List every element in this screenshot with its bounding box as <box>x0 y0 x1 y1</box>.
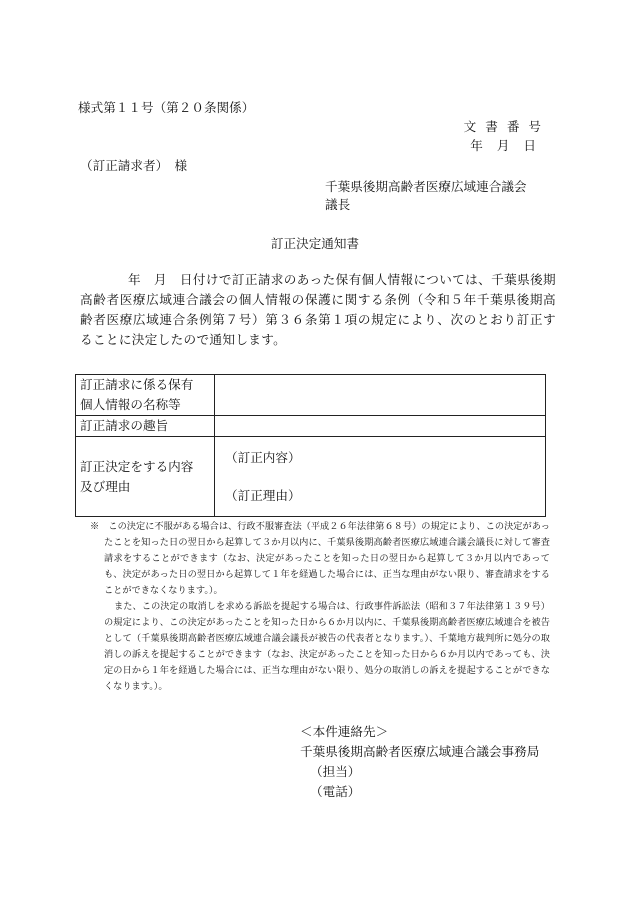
contact-staff: （担当） <box>310 764 361 779</box>
decision-table <box>75 374 546 517</box>
correction-content-label: （訂正内容） <box>225 449 301 465</box>
contact-block <box>300 722 539 802</box>
table-row <box>76 375 546 416</box>
contact-heading: ＜本件連絡先＞ <box>300 724 389 739</box>
table-label-line: 訂正決定をする内容 <box>80 458 194 474</box>
note-lawsuit: また、この決定の取消しを求める訴訟を提起する場合は、行政事件訴訟法（昭和３７年法律第１３９号）の規定により、この決定があったことを知った日から６か月以内に、千葉県後期高齢者医療広域連合を被告として（千葉県後期高齢者医療広域連合議会議長が被告の代表者となります。）、千葉地方裁判所に処分の取消しの訴えを提起することができます（なお、決定があったことを知った日から６か月以内であっても、決定の日から１年を経過した場合には、正当な理由がない限り、処分の取消しの訴えを提起することができなくなります。）。 <box>104 601 550 692</box>
table-value <box>215 375 546 416</box>
table-label-line: 個人情報の名称等 <box>80 397 181 412</box>
issuer-title: 議長 <box>325 197 351 212</box>
table-value <box>215 416 546 437</box>
table-label: 訂正請求の趣旨 <box>76 416 215 437</box>
table-row <box>76 416 546 437</box>
document-number: 文書番号 <box>463 119 550 134</box>
document-title: 訂正決定通知書 <box>270 236 360 251</box>
table-label-line: 及び理由 <box>80 478 131 494</box>
notes <box>90 519 550 695</box>
note-appeal: ※ この決定に不服がある場合は、行政不服審査法（平成２６年法律第６８号）の規定により、この決定があったことを知った日の翌日から起算して３か月以内に、千葉県後期高齢者医療広域連合議会議長に対して審査請求をすることができます（なお、決定があったことを知った日の翌日から起算して３か月以内であっても、決定があった日の翌日から起算して１年を経過した場合には、正当な理由がない限り、審査請求をすることができなくなります。）。 <box>90 521 550 596</box>
form-number: 様式第１１号（第２０条関係） <box>78 100 255 115</box>
table-value <box>215 437 546 517</box>
document-date: 年月日 <box>470 138 550 153</box>
table-row <box>76 437 546 517</box>
issuer-organization: 千葉県後期高齢者医療広域連合議会 <box>325 179 527 194</box>
contact-phone: （電話） <box>310 784 361 799</box>
table-label-line: 訂正請求に係る保有 <box>80 377 194 392</box>
table-label <box>76 437 215 517</box>
correction-reason-label: （訂正理由） <box>225 487 301 503</box>
recipient: （訂正請求者） 様 <box>80 158 188 173</box>
contact-organization: 千葉県後期高齢者医療広域連合議会事務局 <box>300 744 540 759</box>
table-label <box>76 375 215 416</box>
notice-body: 年 月 日付けで訂正請求のあった保有個人情報については、千葉県後期高齢者医療広域連合議会の個人情報の保護に関する条例（令和５年千葉県後期高齢者医療広域連合条例第７号）第３６条第１項の規定により、次のとおり訂正することに決定したので通知します。 <box>80 272 556 347</box>
